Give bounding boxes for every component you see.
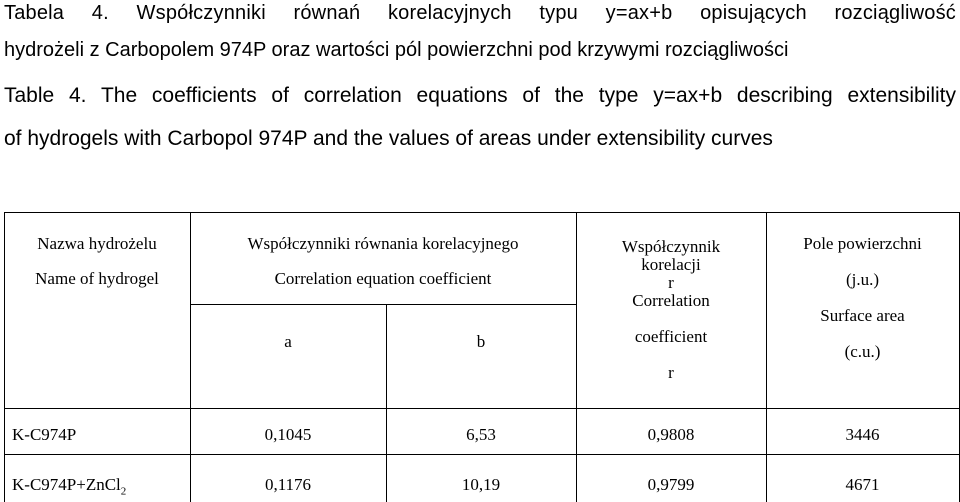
header-area-cell	[766, 235, 959, 360]
header-r-english-2: coefficient	[634, 327, 708, 346]
header-coefficients-english: Correlation equation coefficient	[274, 269, 492, 288]
coefficients-table	[4, 212, 960, 502]
row2-r: 0,9799	[647, 475, 695, 494]
row2-name-subscript: 2	[120, 485, 127, 498]
caption-english-line-1: Table 4. The coefficients of correlation equations of the type y=ax+b describing extensibility	[4, 85, 956, 107]
table-border-top	[4, 212, 960, 213]
table-row-rule	[4, 454, 960, 455]
header-area-polish-unit: (j.u.)	[845, 270, 880, 289]
header-area-english: Surface area	[820, 306, 905, 325]
row1-r: 0,9808	[647, 425, 695, 444]
row1-name: K-C974P	[12, 425, 77, 444]
table-header-rule	[4, 408, 960, 409]
header-a: a	[284, 332, 292, 351]
caption-polish-line-2: hydrożeli z Carbopolem 974P oraz wartości pól powierzchni pod krzywymi rozciągliwości	[4, 40, 789, 60]
caption-english-line-2: of hydrogels with Carbopol 974P and the values of areas under extensibility curves	[4, 128, 773, 150]
row1-a: 0,1045	[264, 425, 312, 444]
row2-a: 0,1176	[264, 475, 312, 494]
header-r-polish-2: korelacji	[641, 255, 701, 274]
header-r-symbol-1: r	[668, 273, 674, 292]
header-name-cell	[4, 235, 190, 287]
row2-area: 4671	[845, 475, 880, 494]
header-r-polish-1: Współczynnik	[621, 237, 721, 256]
header-b: b	[476, 332, 486, 351]
header-r-english-1: Correlation	[632, 291, 710, 310]
header-r-symbol-2: r	[668, 363, 674, 382]
row1-area: 3446	[845, 425, 880, 444]
header-r-cell	[576, 238, 766, 382]
row2-name	[12, 475, 127, 498]
row2-name-text: K-C974P+ZnCl	[12, 475, 121, 494]
row2-b: 10,19	[461, 475, 501, 494]
table-subheader-rule	[190, 304, 576, 305]
header-area-english-unit: (c.u.)	[844, 342, 881, 361]
header-coefficients-polish: Współczynniki równania korelacyjnego	[247, 234, 519, 253]
header-name-english: Name of hydrogel	[35, 269, 159, 288]
header-coefficients-cell	[190, 235, 576, 287]
row1-b: 6,53	[466, 425, 496, 444]
caption-polish-line-1: Tabela 4. Współczynniki równań korelacyjnych typu y=ax+b opisujących rozciągliwość	[4, 3, 956, 23]
header-area-polish: Pole powierzchni	[803, 234, 922, 253]
header-name-polish: Nazwa hydrożelu	[37, 234, 157, 253]
